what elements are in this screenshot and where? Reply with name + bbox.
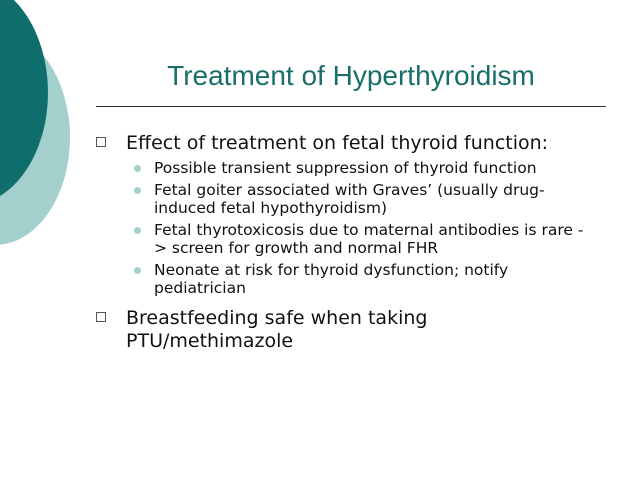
square-bullet-icon xyxy=(96,312,106,322)
bullet-breastfeeding xyxy=(96,307,596,353)
square-bullet-icon xyxy=(96,137,106,147)
sub-bullet-text: Fetal goiter associated with Graves’ (usually drug-induced fetal hypothyroidism) xyxy=(154,181,545,217)
bullet-text: Breastfeeding safe when taking PTU/methimazole xyxy=(126,307,428,352)
sub-bullet xyxy=(96,221,596,257)
dot-bullet-icon xyxy=(134,227,141,234)
sub-bullet xyxy=(96,159,596,177)
dot-bullet-icon xyxy=(134,267,141,274)
bullet-text: Effect of treatment on fetal thyroid function: xyxy=(126,132,549,154)
sub-bullet xyxy=(96,181,596,217)
sub-bullet-text: Neonate at risk for thyroid dysfunction; notify pediatrician xyxy=(154,261,509,297)
sub-bullet-text: Fetal thyrotoxicosis due to maternal antibodies is rare -> screen for growth and normal FHR xyxy=(154,221,584,257)
slide-content xyxy=(96,132,596,353)
dot-bullet-icon xyxy=(134,187,141,194)
title-divider xyxy=(96,106,606,107)
sub-bullet xyxy=(96,261,596,297)
dot-bullet-icon xyxy=(134,165,141,172)
slide-title: Treatment of Hyperthyroidism xyxy=(167,60,535,91)
sub-bullet-text: Possible transient suppression of thyroid function xyxy=(154,159,537,177)
sub-bullet-list xyxy=(96,159,596,297)
bullet-effect-of-treatment xyxy=(96,132,596,155)
